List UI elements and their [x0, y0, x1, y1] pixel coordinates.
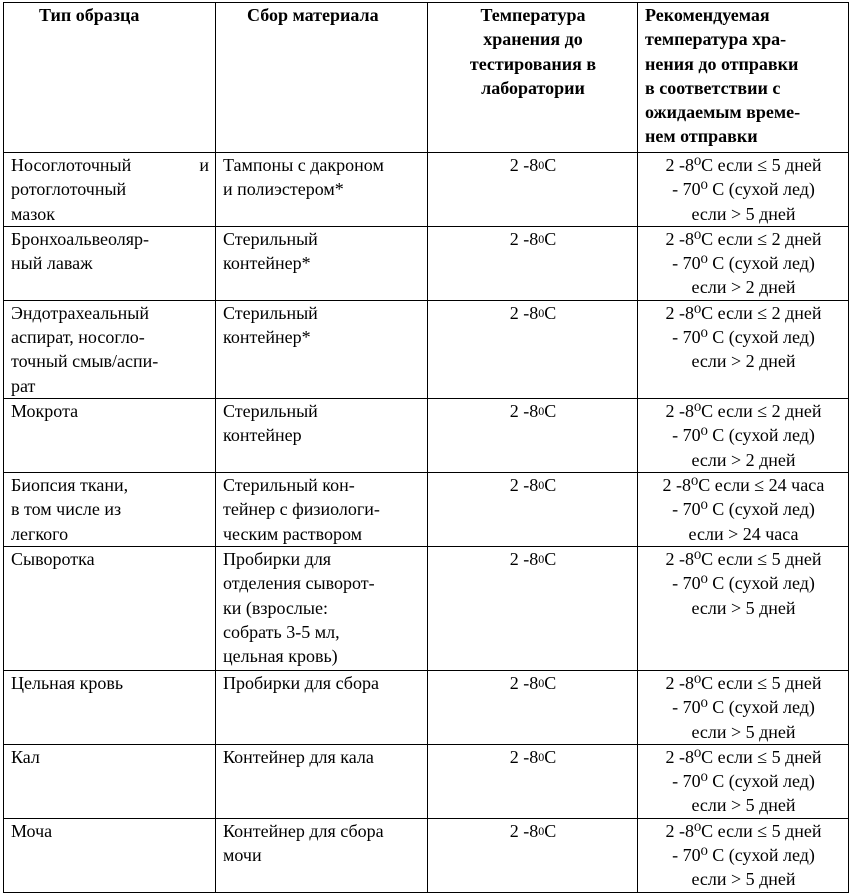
- shipping-storage-line: 2 -8⁰С если ≤ 2 дней: [665, 302, 822, 323]
- temp-range: 2 -8: [509, 228, 539, 249]
- specimen-type-cell: [4, 226, 216, 300]
- shipping-storage-temp-cell: [638, 744, 849, 818]
- specimen-type-line: рат: [11, 375, 36, 396]
- collection-line: собрать 3-5 мл,: [223, 621, 340, 642]
- lab-storage-temp-cell: [428, 472, 638, 546]
- table-row: [4, 818, 849, 892]
- temp-unit: С: [544, 474, 557, 495]
- header-line: лаборатории: [481, 77, 585, 98]
- temp-range: 2 -8: [509, 746, 539, 767]
- specimen-type-line: легкого: [11, 523, 69, 544]
- specimen-type-line: мазок: [11, 203, 56, 224]
- degree-mark: 0: [538, 551, 545, 566]
- specimen-type-line: Бронхоальвеоляр-: [11, 228, 150, 249]
- temp-range: 2 -8: [509, 548, 539, 569]
- degree-mark: 0: [538, 158, 545, 172]
- specimen-type-line: Биопсия ткани,: [11, 474, 129, 495]
- header-line: Рекомендуемая: [645, 5, 770, 25]
- collection-line: контейнер: [223, 425, 302, 446]
- collection-line: Пробирки для сбора: [223, 672, 379, 693]
- temp-range: 2 -8: [509, 474, 539, 495]
- collection-line: Стерильный: [223, 401, 318, 422]
- collection-line: ки (взрослые:: [223, 597, 328, 618]
- shipping-storage-line: - 70⁰ С (сухой лед): [672, 179, 815, 200]
- shipping-storage-line: 2 -8⁰С если ≤ 5 дней: [665, 672, 822, 693]
- specimen-type-line: точный смыв/аспи-: [11, 351, 159, 372]
- header-line: Тип образца: [39, 5, 140, 25]
- shipping-storage-line: если > 2 дней: [691, 449, 796, 470]
- collection-line: Контейнер для сбора: [223, 820, 384, 841]
- specimen-type-line: Носоглоточный и: [11, 155, 209, 175]
- lab-storage-temp-cell: [428, 744, 638, 818]
- shipping-storage-line: если > 2 дней: [691, 351, 796, 372]
- degree-mark: 0: [538, 477, 545, 492]
- temp-unit: С: [544, 302, 557, 323]
- table-row: [4, 472, 849, 546]
- specimen-type-line: ротоглоточный: [11, 179, 127, 200]
- collection-cell: [216, 546, 428, 670]
- shipping-storage-line: 2 -8⁰С если ≤ 5 дней: [665, 820, 822, 841]
- header-line: ожидаемым време-: [645, 102, 801, 123]
- shipping-storage-line: - 70⁰ С (сухой лед): [672, 845, 815, 866]
- shipping-storage-temp-cell: [638, 546, 849, 670]
- shipping-storage-line: - 70⁰ С (сухой лед): [672, 573, 815, 594]
- table-row: [4, 399, 849, 473]
- header-line: хранения до: [483, 29, 583, 50]
- shipping-storage-temp-cell: [638, 472, 849, 546]
- specimen-type-line: Моча: [11, 820, 53, 841]
- specimen-type-cell: [4, 472, 216, 546]
- specimen-type-cell: [4, 546, 216, 670]
- shipping-storage-line: если > 5 дней: [691, 203, 796, 224]
- shipping-storage-temp-cell: [638, 226, 849, 300]
- temp-unit: С: [544, 820, 557, 841]
- shipping-storage-temp-cell: [638, 300, 849, 398]
- shipping-storage-line: 2 -8⁰С если ≤ 2 дней: [665, 228, 822, 249]
- collection-cell: [216, 744, 428, 818]
- specimen-type-cell: [4, 818, 216, 892]
- degree-mark: 0: [538, 675, 545, 690]
- degree-mark: 0: [538, 305, 545, 320]
- shipping-storage-line: 2 -8⁰С если ≤ 24 часа: [662, 474, 825, 495]
- shipping-storage-line: 2 -8⁰С если ≤ 5 дней: [665, 548, 822, 569]
- specimen-type-line: аспират, носогло-: [11, 327, 145, 348]
- temp-unit: С: [544, 401, 557, 422]
- shipping-storage-temp-cell: [638, 399, 849, 473]
- table-row: [4, 670, 849, 744]
- shipping-storage-line: - 70⁰ С (сухой лед): [672, 499, 815, 520]
- temp-unit: С: [544, 228, 557, 249]
- collection-line: ческим раствором: [223, 523, 363, 544]
- shipping-storage-line: если > 2 дней: [691, 277, 796, 298]
- collection-cell: [216, 399, 428, 473]
- table-header-row: [4, 3, 849, 153]
- shipping-storage-line: 2 -8⁰С если ≤ 2 дней: [665, 401, 822, 422]
- temp-range: 2 -8: [509, 401, 539, 422]
- shipping-storage-line: 2 -8⁰С если ≤ 5 дней: [665, 746, 822, 767]
- lab-storage-temp-cell: [428, 818, 638, 892]
- specimen-storage-table: [3, 2, 849, 893]
- specimen-type-line: Кал: [11, 746, 40, 767]
- specimen-type-cell: [4, 399, 216, 473]
- shipping-storage-temp-cell: [638, 153, 849, 227]
- header-collection: [216, 3, 428, 153]
- temp-range: 2 -8: [509, 302, 539, 323]
- specimen-type-line: в том числе из: [11, 499, 122, 520]
- header-line: тестирования в: [469, 53, 597, 74]
- specimen-type-line: Эндотрахеальный: [11, 302, 149, 323]
- table-row: [4, 744, 849, 818]
- header-line: Температура: [480, 5, 586, 25]
- shipping-storage-temp-cell: [638, 818, 849, 892]
- degree-mark: 0: [538, 404, 545, 419]
- collection-line: Пробирки для: [223, 548, 332, 569]
- collection-line: контейнер*: [223, 253, 311, 274]
- collection-cell: [216, 153, 428, 227]
- temp-unit: С: [544, 155, 557, 175]
- header-lab-storage-temp: [428, 3, 638, 153]
- specimen-type-cell: [4, 744, 216, 818]
- shipping-storage-line: - 70⁰ С (сухой лед): [672, 327, 815, 348]
- collection-line: контейнер*: [223, 327, 311, 348]
- shipping-storage-line: если > 5 дней: [691, 721, 796, 742]
- collection-line: Контейнер для кала: [223, 746, 374, 767]
- shipping-storage-line: - 70⁰ С (сухой лед): [672, 425, 815, 446]
- shipping-storage-line: если > 24 часа: [688, 523, 799, 544]
- shipping-storage-temp-cell: [638, 670, 849, 744]
- collection-line: отделения сыворот-: [223, 573, 375, 594]
- specimen-type-line: ный лаваж: [11, 253, 93, 274]
- specimen-type-cell: [4, 670, 216, 744]
- collection-cell: [216, 226, 428, 300]
- collection-line: мочи: [223, 845, 262, 866]
- degree-mark: 0: [538, 823, 545, 838]
- lab-storage-temp-cell: [428, 546, 638, 670]
- shipping-storage-line: 2 -8⁰С если ≤ 5 дней: [665, 155, 822, 175]
- collection-cell: [216, 472, 428, 546]
- lab-storage-temp-cell: [428, 153, 638, 227]
- lab-storage-temp-cell: [428, 300, 638, 398]
- table-row: [4, 300, 849, 398]
- collection-line: Стерильный: [223, 228, 318, 249]
- table-row: [4, 226, 849, 300]
- collection-line: Тампоны с дакроном: [223, 155, 384, 175]
- lab-storage-temp-cell: [428, 226, 638, 300]
- collection-line: Стерильный: [223, 302, 318, 323]
- specimen-type-line: Сыворотка: [11, 548, 95, 569]
- collection-cell: [216, 670, 428, 744]
- table-row: [4, 153, 849, 227]
- header-line: нения до отправки: [645, 53, 799, 74]
- degree-mark: 0: [538, 749, 545, 764]
- header-specimen-type: [4, 3, 216, 153]
- header-shipping-storage-temp: [638, 3, 849, 153]
- specimen-type-line: Мокрота: [11, 401, 79, 422]
- collection-line: Стерильный кон-: [223, 474, 355, 495]
- specimen-type-cell: [4, 300, 216, 398]
- temp-range: 2 -8: [509, 820, 539, 841]
- shipping-storage-line: - 70⁰ С (сухой лед): [672, 697, 815, 718]
- temp-range: 2 -8: [509, 672, 539, 693]
- specimen-type-line: Цельная кровь: [11, 672, 124, 693]
- header-line: нем отправки: [645, 126, 758, 147]
- collection-cell: [216, 300, 428, 398]
- temp-range: 2 -8: [509, 155, 539, 175]
- collection-line: тейнер с физиологи-: [223, 499, 380, 520]
- table-body: [4, 153, 849, 893]
- collection-cell: [216, 818, 428, 892]
- shipping-storage-line: - 70⁰ С (сухой лед): [672, 771, 815, 792]
- header-line: Сбор материала: [247, 5, 379, 25]
- temp-unit: С: [544, 746, 557, 767]
- shipping-storage-line: если > 5 дней: [691, 795, 796, 816]
- lab-storage-temp-cell: [428, 399, 638, 473]
- specimen-type-cell: [4, 153, 216, 227]
- temp-unit: С: [544, 548, 557, 569]
- collection-line: и полиэстером*: [223, 179, 344, 200]
- header-line: температура хра-: [645, 29, 787, 50]
- collection-line: цельная кровь): [223, 646, 338, 667]
- shipping-storage-line: если > 5 дней: [691, 869, 796, 890]
- table-row: [4, 546, 849, 670]
- lab-storage-temp-cell: [428, 670, 638, 744]
- header-line: в соответствии с: [645, 77, 781, 98]
- shipping-storage-line: если > 5 дней: [691, 597, 796, 618]
- degree-mark: 0: [538, 231, 545, 246]
- temp-unit: С: [544, 672, 557, 693]
- shipping-storage-line: - 70⁰ С (сухой лед): [672, 253, 815, 274]
